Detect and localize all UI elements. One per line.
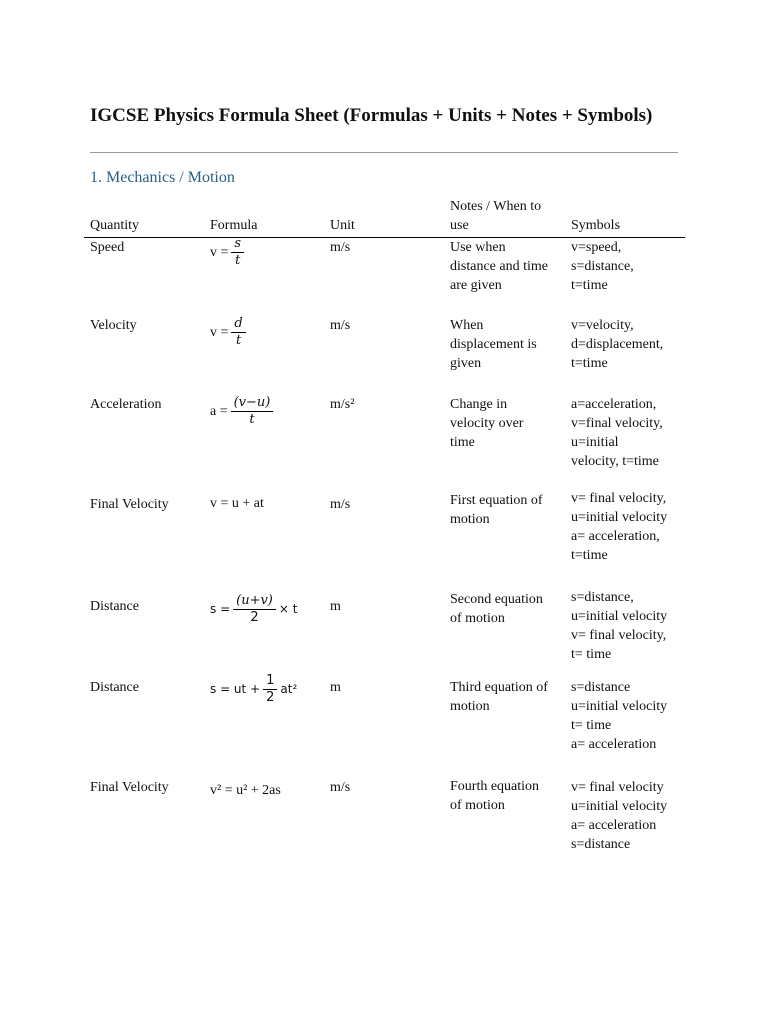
header-symbols: Symbols	[571, 218, 621, 233]
cell-symbols	[571, 489, 691, 565]
formula	[210, 316, 249, 349]
cell-unit: m/s	[330, 318, 351, 333]
notes-line: Second equation	[450, 592, 543, 607]
notes-line: are given	[450, 278, 502, 293]
cell-symbols	[571, 238, 691, 295]
notes-line: Third equation of	[450, 680, 548, 695]
formula-rest: × t	[278, 602, 298, 616]
formula-lhs: s = ut +	[210, 682, 261, 696]
symbols-line: s=distance,	[571, 590, 634, 605]
cell-formula	[210, 395, 328, 428]
symbols-line: u=initial velocity	[571, 799, 668, 814]
symbols-line: u=initial velocity	[571, 609, 668, 624]
notes-line: Fourth equation	[450, 779, 540, 794]
symbols-line: v= final velocity,	[571, 491, 667, 506]
notes-line: time	[450, 435, 475, 450]
formula-lhs: v =	[210, 325, 229, 340]
cell-notes	[450, 238, 565, 295]
symbols-line: s=distance,	[571, 259, 634, 274]
symbols-line: v= final velocity,	[571, 628, 667, 643]
cell-formula	[210, 236, 328, 269]
symbols-line: a= acceleration	[571, 818, 657, 833]
notes-line: Change in	[450, 397, 508, 412]
symbols-line: v= final velocity	[571, 780, 664, 795]
fraction-numerator: (u+v)	[236, 593, 273, 608]
symbols-line: a= acceleration,	[571, 529, 660, 544]
fraction-denominator: 2	[266, 690, 275, 705]
cell-quantity: Final Velocity	[90, 497, 169, 512]
cell-formula	[210, 593, 328, 626]
fraction	[233, 593, 276, 626]
header-quantity: Quantity	[90, 218, 139, 233]
notes-line: motion	[450, 699, 490, 714]
fraction-numerator: d	[234, 316, 243, 331]
fraction	[231, 316, 245, 349]
cell-symbols	[571, 678, 691, 754]
symbols-line: v=final velocity,	[571, 416, 663, 431]
cell-quantity: Velocity	[90, 318, 137, 333]
symbols-line: a= acceleration	[571, 737, 657, 752]
cell-unit: m/s	[330, 780, 351, 795]
cell-formula: v = u + at	[210, 496, 264, 511]
cell-symbols	[571, 588, 691, 664]
fraction-numerator: s	[234, 236, 242, 251]
fraction-denominator: 2	[250, 610, 259, 625]
header-notes-line: Notes / When to	[450, 199, 542, 214]
fraction	[231, 236, 244, 269]
header-notes	[450, 197, 565, 235]
formula	[210, 593, 297, 626]
cell-unit: m/s	[330, 497, 351, 512]
fraction-denominator: t	[235, 333, 242, 348]
cell-formula: v² = u² + 2as	[210, 783, 281, 798]
symbols-line: s=distance	[571, 680, 631, 695]
cell-formula	[210, 673, 328, 706]
cell-unit: m/s	[330, 240, 351, 255]
symbols-line: v=velocity,	[571, 318, 634, 333]
cell-symbols	[571, 778, 691, 854]
notes-line: given	[450, 356, 482, 371]
symbols-line: t= time	[571, 718, 612, 733]
fraction-denominator: t	[235, 253, 241, 268]
symbols-line: t=time	[571, 356, 608, 371]
symbols-line: a=acceleration,	[571, 397, 657, 412]
formula-lhs: a =	[210, 404, 228, 419]
cell-notes	[450, 491, 565, 529]
formula	[210, 395, 276, 428]
cell-quantity: Distance	[90, 680, 139, 695]
cell-notes	[450, 590, 565, 628]
symbols-line: t=time	[571, 548, 608, 563]
notes-line: of motion	[450, 798, 505, 813]
cell-quantity: Final Velocity	[90, 780, 169, 795]
symbols-line: s=distance	[571, 837, 631, 852]
header-notes-line: use	[450, 218, 469, 233]
cell-quantity: Speed	[90, 240, 125, 255]
formula	[210, 236, 247, 269]
cell-unit: m	[330, 599, 341, 614]
notes-line: When	[450, 318, 484, 333]
header-unit: Unit	[330, 218, 355, 233]
symbols-line: u=initial	[571, 435, 619, 450]
header-formula: Formula	[210, 218, 258, 233]
cell-notes	[450, 316, 565, 373]
section-heading: 1. Mechanics / Motion	[90, 169, 235, 186]
cell-symbols	[571, 316, 691, 373]
symbols-line: u=initial velocity	[571, 510, 668, 525]
cell-notes	[450, 678, 565, 716]
cell-notes	[450, 395, 565, 452]
notes-line: displacement is	[450, 337, 537, 352]
cell-unit: m/s²	[330, 397, 355, 412]
fraction-numerator: (v−u)	[233, 395, 271, 410]
formula	[210, 673, 297, 706]
cell-symbols	[571, 395, 691, 471]
cell-unit: m	[330, 680, 341, 695]
fraction-numerator: 1	[266, 673, 275, 688]
formula-lhs: v =	[210, 245, 229, 260]
cell-quantity: Acceleration	[90, 397, 162, 412]
notes-line: Use when	[450, 240, 506, 255]
notes-line: First equation of	[450, 493, 543, 508]
fraction-denominator: t	[249, 412, 255, 427]
formula-lhs: s =	[210, 602, 231, 616]
title-divider	[90, 152, 678, 153]
page-title: IGCSE Physics Formula Sheet (Formulas + Units + Notes + Symbols)	[90, 105, 653, 126]
symbols-line: velocity, t=time	[571, 454, 659, 469]
cell-quantity: Distance	[90, 599, 139, 614]
symbols-line: d=displacement,	[571, 337, 664, 352]
notes-line: distance and time	[450, 259, 548, 274]
symbols-line: v=speed,	[571, 240, 622, 255]
notes-line: of motion	[450, 611, 505, 626]
fraction	[231, 395, 274, 428]
symbols-line: t= time	[571, 647, 612, 662]
symbols-line: t=time	[571, 278, 608, 293]
fraction	[263, 673, 277, 706]
formula-rest: at²	[280, 682, 298, 696]
symbols-line: u=initial velocity	[571, 699, 668, 714]
notes-line: motion	[450, 512, 490, 527]
cell-notes	[450, 777, 565, 815]
notes-line: velocity over	[450, 416, 524, 431]
cell-formula	[210, 316, 328, 349]
